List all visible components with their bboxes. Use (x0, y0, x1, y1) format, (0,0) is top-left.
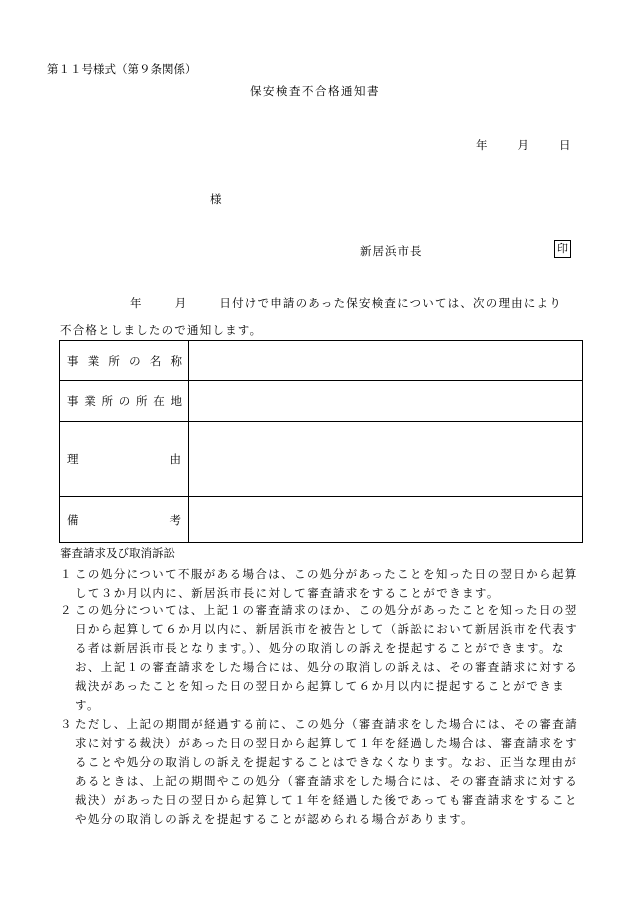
label-char: 名 (149, 353, 162, 368)
office-name-label (60, 341, 189, 381)
remarks-label-char-2: 考 (169, 512, 181, 527)
appeal-item-2-text: この処分については、上記１の審査請求のほか、この処分があったことを知った日の翌日から起算して６か月以内に、新居浜市を被告として（訴訟において新居浜市を代表する者は新居浜市長となります。）、処分の取消しの訴えを提起することができます。なお、上記１の審査請求をした場合には、処分の取消しの訴えは、その審査請求に対する裁決があったことを知った日の翌日から起算して６か月以内に提起することができます。 (75, 603, 579, 712)
seal-mark: 印 (554, 240, 571, 258)
label-char: 所 (101, 394, 113, 408)
appeal-item-1 (60, 565, 585, 603)
appeal-item-3-text: ただし、上記の期間が経過する前に、この処分（審査請求をした場合には、その審査請求に対する裁決）があった日の翌日から起算して１年を経過した場合は、審査請求をすることや処分の取消しの訴えを提起することはできなくなります。なお、正当な理由があるときは、上記の期間やこの処分（審査請求をした場合には、その審査請求に対する裁決）があった日の翌日から起算して１年を経過した後であっても審査請求をすることや処分の取消しの訴えを提起することが認められる場合があります。 (75, 717, 579, 826)
reason-value[interactable] (189, 422, 583, 497)
table-row-remarks (60, 497, 583, 543)
appeal-item-1-text: この処分について不服がある場合は、この処分があったことを知った日の翌日から起算して３か月以内に、新居浜市長に対して審査請求をすることができます。 (75, 567, 578, 600)
form-number: 第１１号様式（第９条関係） (47, 62, 197, 76)
body-line-1 (130, 295, 562, 311)
remarks-label-char-1: 備 (67, 512, 79, 527)
label-char: 事 (67, 394, 79, 408)
appeal-heading: 審査請求及び取消訴訟 (60, 546, 175, 560)
appeal-item-3-number: ３ (60, 717, 73, 731)
label-char: の (129, 353, 141, 368)
table-row-office-name (60, 341, 583, 381)
label-char: 業 (84, 394, 96, 408)
appeal-item-2-number: ２ (60, 603, 73, 617)
body-line-2: 不合格としましたので通知します。 (60, 323, 263, 337)
remarks-label (60, 497, 189, 543)
reason-label (60, 422, 189, 497)
label-char: 所 (136, 394, 148, 408)
label-char: 地 (170, 394, 182, 408)
info-table (59, 340, 583, 543)
document-title: 保安検査不合格通知書 (250, 84, 380, 98)
label-char: 所 (108, 353, 120, 368)
reason-label-char-1: 理 (67, 452, 79, 466)
label-char: 称 (170, 353, 182, 368)
label-char: の (118, 394, 131, 408)
label-char: 業 (87, 353, 100, 368)
reason-label-char-2: 由 (169, 452, 181, 466)
date-line (476, 137, 571, 153)
date-month-label: 月 (517, 138, 529, 152)
remarks-value[interactable] (189, 497, 583, 543)
office-address-label (60, 381, 189, 422)
appeal-item-2 (60, 601, 585, 715)
label-char: 事 (67, 353, 79, 368)
table-row-reason (60, 422, 583, 497)
label-char: 在 (153, 394, 165, 408)
date-day-label: 日 (559, 138, 571, 152)
addressee-suffix: 様 (210, 192, 222, 206)
body-year-label: 年 (130, 296, 143, 310)
table-row-office-address (60, 381, 583, 422)
body-month-label: 月 (174, 296, 188, 310)
appeal-item-3 (60, 715, 585, 829)
office-name-value[interactable] (189, 341, 583, 381)
issuer-name: 新居浜市長 (360, 244, 423, 258)
date-year-label: 年 (476, 138, 488, 152)
body-line-1-text: 日付けで申請のあった保安検査については、次の理由により (219, 296, 562, 310)
office-address-value[interactable] (189, 381, 583, 422)
appeal-item-1-number: １ (60, 567, 73, 581)
